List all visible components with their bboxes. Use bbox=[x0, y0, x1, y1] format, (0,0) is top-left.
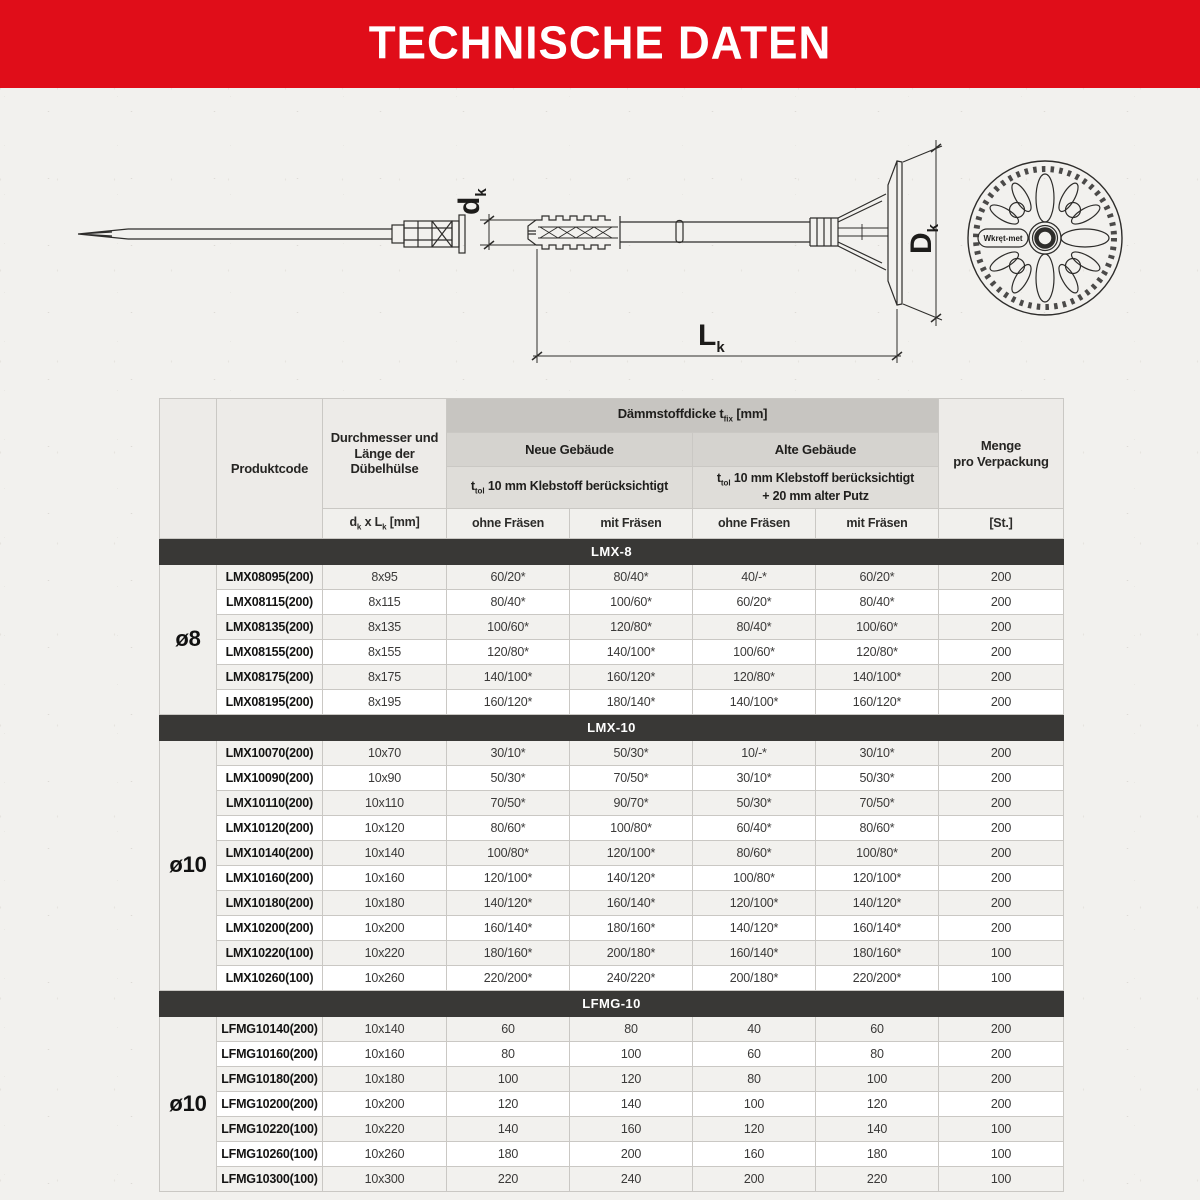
cell-produktcode: LMX08135(200) bbox=[217, 615, 323, 640]
cell-menge: 200 bbox=[939, 690, 1064, 715]
cell-menge: 200 bbox=[939, 1092, 1064, 1117]
cell-alte-mit-fraesen: 220 bbox=[816, 1167, 939, 1192]
cell-menge: 200 bbox=[939, 1042, 1064, 1067]
nail-drawing bbox=[78, 215, 465, 253]
cell-neue-ohne-fraesen: 120 bbox=[447, 1092, 570, 1117]
cell-produktcode: LMX10090(200) bbox=[217, 766, 323, 791]
ohne-fraesen-header: ohne Fräsen bbox=[447, 509, 570, 539]
cell-neue-mit-fraesen: 160 bbox=[570, 1117, 693, 1142]
cell-produktcode: LFMG10260(100) bbox=[217, 1142, 323, 1167]
note-part: t bbox=[716, 471, 721, 486]
cell-neue-mit-fraesen: 240 bbox=[570, 1167, 693, 1192]
cell-neue-ohne-fraesen: 100/60* bbox=[447, 615, 570, 640]
cell-dims: 10x300 bbox=[323, 1167, 447, 1192]
cell-alte-mit-fraesen: 60 bbox=[816, 1017, 939, 1042]
cell-alte-mit-fraesen: 60/20* bbox=[816, 565, 939, 590]
cell-produktcode: LMX08095(200) bbox=[217, 565, 323, 590]
cell-dims: 10x180 bbox=[323, 891, 447, 916]
cell-menge: 200 bbox=[939, 640, 1064, 665]
cell-neue-ohne-fraesen: 140 bbox=[447, 1117, 570, 1142]
group-label: ø8 bbox=[160, 565, 217, 715]
cell-neue-mit-fraesen: 160/140* bbox=[570, 891, 693, 916]
cell-alte-ohne-fraesen: 120/100* bbox=[693, 891, 816, 916]
table-row bbox=[160, 941, 1064, 966]
Dk-dimension-label: $D_k$ bbox=[905, 223, 942, 254]
cell-alte-mit-fraesen: 160/120* bbox=[816, 690, 939, 715]
cell-menge: 200 bbox=[939, 615, 1064, 640]
table-row bbox=[160, 565, 1064, 590]
cell-alte-ohne-fraesen: 60/40* bbox=[693, 816, 816, 841]
subscript: tol bbox=[474, 486, 485, 496]
cell-produktcode: LMX10260(100) bbox=[217, 966, 323, 991]
dims-units-header bbox=[323, 509, 447, 539]
cell-neue-mit-fraesen: 140/100* bbox=[570, 640, 693, 665]
cell-dims: 10x120 bbox=[323, 816, 447, 841]
section-band-label: LFMG-10 bbox=[160, 991, 1064, 1017]
cell-neue-mit-fraesen: 120/100* bbox=[570, 841, 693, 866]
cell-neue-mit-fraesen: 80/40* bbox=[570, 565, 693, 590]
pressure-plate-drawing bbox=[968, 161, 1122, 315]
cell-menge: 200 bbox=[939, 841, 1064, 866]
brand-label: Wkręt-met bbox=[983, 234, 1023, 243]
cell-alte-mit-fraesen: 140 bbox=[816, 1117, 939, 1142]
cell-menge: 200 bbox=[939, 590, 1064, 615]
cell-neue-mit-fraesen: 120 bbox=[570, 1067, 693, 1092]
cell-alte-ohne-fraesen: 160/140* bbox=[693, 941, 816, 966]
note-line2: + 20 mm alter Putz bbox=[762, 488, 869, 503]
cell-alte-mit-fraesen: 80/40* bbox=[816, 590, 939, 615]
cell-produktcode: LMX10200(200) bbox=[217, 916, 323, 941]
cell-dims: 10x220 bbox=[323, 941, 447, 966]
subscript: fix bbox=[723, 415, 733, 424]
cell-menge: 200 bbox=[939, 665, 1064, 690]
table-row bbox=[160, 866, 1064, 891]
table-row bbox=[160, 816, 1064, 841]
cell-neue-mit-fraesen: 100/60* bbox=[570, 590, 693, 615]
cell-alte-ohne-fraesen: 140/120* bbox=[693, 916, 816, 941]
cell-alte-mit-fraesen: 140/120* bbox=[816, 891, 939, 916]
cell-alte-mit-fraesen: 30/10* bbox=[816, 741, 939, 766]
cell-menge: 200 bbox=[939, 816, 1064, 841]
cell-neue-ohne-fraesen: 60/20* bbox=[447, 565, 570, 590]
cell-alte-ohne-fraesen: 120 bbox=[693, 1117, 816, 1142]
cell-menge: 200 bbox=[939, 565, 1064, 590]
cell-dims: 10x140 bbox=[323, 841, 447, 866]
table-row bbox=[160, 1067, 1064, 1092]
cell-produktcode: LMX08155(200) bbox=[217, 640, 323, 665]
cell-dims: 8x135 bbox=[323, 615, 447, 640]
table-row bbox=[160, 766, 1064, 791]
cell-neue-mit-fraesen: 240/220* bbox=[570, 966, 693, 991]
cell-dims: 10x140 bbox=[323, 1017, 447, 1042]
subscript: k bbox=[382, 522, 387, 532]
menge-line: Menge bbox=[980, 437, 1022, 453]
cell-dims: 10x200 bbox=[323, 916, 447, 941]
cell-alte-ohne-fraesen: 200 bbox=[693, 1167, 816, 1192]
table-row bbox=[160, 1017, 1064, 1042]
cell-neue-mit-fraesen: 140/120* bbox=[570, 866, 693, 891]
table-row bbox=[160, 615, 1064, 640]
cell-neue-ohne-fraesen: 160/140* bbox=[447, 916, 570, 941]
dowel-drawing bbox=[453, 140, 942, 363]
cell-produktcode: LFMG10180(200) bbox=[217, 1067, 323, 1092]
cell-produktcode: LMX10180(200) bbox=[217, 891, 323, 916]
cell-produktcode: LMX10160(200) bbox=[217, 866, 323, 891]
table-row bbox=[160, 966, 1064, 991]
cell-neue-ohne-fraesen: 140/120* bbox=[447, 891, 570, 916]
cell-dims: 10x160 bbox=[323, 1042, 447, 1067]
table-row bbox=[160, 1042, 1064, 1067]
alte-gebaeude-note bbox=[693, 467, 939, 509]
cell-produktcode: LMX08175(200) bbox=[217, 665, 323, 690]
cell-dims: 8x155 bbox=[323, 640, 447, 665]
cell-alte-ohne-fraesen: 200/180* bbox=[693, 966, 816, 991]
cell-neue-mit-fraesen: 200 bbox=[570, 1142, 693, 1167]
durchmesser-header: Durchmesser und Länge der Dübelhülse bbox=[323, 399, 447, 509]
cell-produktcode: LFMG10220(100) bbox=[217, 1117, 323, 1142]
cell-produktcode: LFMG10300(100) bbox=[217, 1167, 323, 1192]
cell-neue-mit-fraesen: 100 bbox=[570, 1042, 693, 1067]
cell-neue-ohne-fraesen: 30/10* bbox=[447, 741, 570, 766]
cell-menge: 200 bbox=[939, 1017, 1064, 1042]
table-row bbox=[160, 590, 1064, 615]
cell-alte-ohne-fraesen: 30/10* bbox=[693, 766, 816, 791]
cell-dims: 10x260 bbox=[323, 966, 447, 991]
cell-alte-mit-fraesen: 120 bbox=[816, 1092, 939, 1117]
cell-alte-mit-fraesen: 120/80* bbox=[816, 640, 939, 665]
mit-fraesen-header: mit Fräsen bbox=[570, 509, 693, 539]
st-units-header: [St.] bbox=[939, 509, 1064, 539]
cell-neue-ohne-fraesen: 100/80* bbox=[447, 841, 570, 866]
technical-data-table bbox=[159, 398, 1064, 1192]
cell-dims: 10x160 bbox=[323, 866, 447, 891]
cell-neue-ohne-fraesen: 180/160* bbox=[447, 941, 570, 966]
cell-alte-mit-fraesen: 160/140* bbox=[816, 916, 939, 941]
cell-produktcode: LMX10070(200) bbox=[217, 741, 323, 766]
cell-neue-ohne-fraesen: 60 bbox=[447, 1017, 570, 1042]
table-row bbox=[160, 1167, 1064, 1192]
neue-gebaeude-header: Neue Gebäude bbox=[447, 433, 693, 467]
cell-neue-ohne-fraesen: 180 bbox=[447, 1142, 570, 1167]
table-row bbox=[160, 891, 1064, 916]
note-part: 10 mm Klebstoff berücksichtigt bbox=[484, 478, 669, 493]
cell-menge: 200 bbox=[939, 741, 1064, 766]
cell-neue-ohne-fraesen: 80/40* bbox=[447, 590, 570, 615]
cell-alte-mit-fraesen: 140/100* bbox=[816, 665, 939, 690]
cell-alte-mit-fraesen: 70/50* bbox=[816, 791, 939, 816]
table-row bbox=[160, 741, 1064, 766]
dims-part: d bbox=[349, 514, 357, 529]
cell-alte-ohne-fraesen: 60 bbox=[693, 1042, 816, 1067]
cell-dims: 8x195 bbox=[323, 690, 447, 715]
technical-drawings bbox=[0, 88, 1200, 398]
cell-alte-ohne-fraesen: 160 bbox=[693, 1142, 816, 1167]
cell-neue-ohne-fraesen: 220 bbox=[447, 1167, 570, 1192]
cell-neue-mit-fraesen: 200/180* bbox=[570, 941, 693, 966]
page-title: TECHNISCHE DATEN bbox=[368, 17, 832, 70]
mit-fraesen-header: mit Fräsen bbox=[816, 509, 939, 539]
subscript: k bbox=[356, 522, 362, 532]
cell-neue-mit-fraesen: 140 bbox=[570, 1092, 693, 1117]
cell-dims: 10x220 bbox=[323, 1117, 447, 1142]
cell-alte-ohne-fraesen: 100 bbox=[693, 1092, 816, 1117]
cell-menge: 200 bbox=[939, 791, 1064, 816]
cell-dims: 10x260 bbox=[323, 1142, 447, 1167]
title-banner bbox=[0, 0, 1200, 88]
cell-menge: 200 bbox=[939, 891, 1064, 916]
produktcode-header: Produktcode bbox=[217, 399, 323, 539]
table-row bbox=[160, 841, 1064, 866]
cell-produktcode: LMX08195(200) bbox=[217, 690, 323, 715]
daemm-title-part: [mm] bbox=[732, 406, 768, 422]
section-band-label: LMX-8 bbox=[160, 539, 1064, 565]
cell-alte-ohne-fraesen: 120/80* bbox=[693, 665, 816, 690]
cell-menge: 100 bbox=[939, 1167, 1064, 1192]
cell-neue-ohne-fraesen: 80/60* bbox=[447, 816, 570, 841]
cell-neue-mit-fraesen: 160/120* bbox=[570, 665, 693, 690]
cell-alte-mit-fraesen: 80/60* bbox=[816, 816, 939, 841]
cell-neue-mit-fraesen: 180/160* bbox=[570, 916, 693, 941]
cell-alte-mit-fraesen: 220/200* bbox=[816, 966, 939, 991]
cell-menge: 200 bbox=[939, 866, 1064, 891]
cell-dims: 10x90 bbox=[323, 766, 447, 791]
cell-neue-ohne-fraesen: 220/200* bbox=[447, 966, 570, 991]
table-row bbox=[160, 640, 1064, 665]
cell-alte-ohne-fraesen: 80/40* bbox=[693, 615, 816, 640]
cell-alte-mit-fraesen: 50/30* bbox=[816, 766, 939, 791]
table-row bbox=[160, 665, 1064, 690]
cell-menge: 100 bbox=[939, 941, 1064, 966]
cell-dims: 10x200 bbox=[323, 1092, 447, 1117]
cell-produktcode: LMX10140(200) bbox=[217, 841, 323, 866]
group-label: ø10 bbox=[160, 1017, 217, 1192]
group-column-header bbox=[160, 399, 217, 539]
cell-dims: 10x70 bbox=[323, 741, 447, 766]
cell-neue-ohne-fraesen: 120/100* bbox=[447, 866, 570, 891]
cell-produktcode: LMX08115(200) bbox=[217, 590, 323, 615]
cell-alte-ohne-fraesen: 50/30* bbox=[693, 791, 816, 816]
section-band-label: LMX-10 bbox=[160, 715, 1064, 741]
table-row bbox=[160, 1092, 1064, 1117]
section-band-row bbox=[160, 991, 1064, 1017]
cell-alte-mit-fraesen: 180 bbox=[816, 1142, 939, 1167]
cell-neue-ohne-fraesen: 80 bbox=[447, 1042, 570, 1067]
cell-neue-mit-fraesen: 90/70* bbox=[570, 791, 693, 816]
alte-gebaeude-header: Alte Gebäude bbox=[693, 433, 939, 467]
cell-neue-ohne-fraesen: 50/30* bbox=[447, 766, 570, 791]
cell-alte-mit-fraesen: 80 bbox=[816, 1042, 939, 1067]
daemm-title-part: Dämmstoffdicke t bbox=[617, 406, 724, 422]
cell-produktcode: LFMG10160(200) bbox=[217, 1042, 323, 1067]
note-part: 10 mm Klebstoff berücksichtigt bbox=[730, 471, 915, 486]
cell-produktcode: LMX10110(200) bbox=[217, 791, 323, 816]
cell-alte-ohne-fraesen: 40 bbox=[693, 1017, 816, 1042]
section-band-row bbox=[160, 715, 1064, 741]
cell-dims: 8x115 bbox=[323, 590, 447, 615]
cell-neue-ohne-fraesen: 140/100* bbox=[447, 665, 570, 690]
dims-part: [mm] bbox=[386, 514, 420, 529]
cell-alte-mit-fraesen: 100/80* bbox=[816, 841, 939, 866]
table-row bbox=[160, 1142, 1064, 1167]
cell-menge: 200 bbox=[939, 916, 1064, 941]
cell-alte-ohne-fraesen: 80/60* bbox=[693, 841, 816, 866]
group-label: ø10 bbox=[160, 741, 217, 991]
section-band-row bbox=[160, 539, 1064, 565]
cell-neue-mit-fraesen: 50/30* bbox=[570, 741, 693, 766]
table-body bbox=[160, 539, 1064, 1192]
cell-neue-ohne-fraesen: 70/50* bbox=[447, 791, 570, 816]
cell-neue-ohne-fraesen: 160/120* bbox=[447, 690, 570, 715]
cell-alte-ohne-fraesen: 80 bbox=[693, 1067, 816, 1092]
cell-alte-ohne-fraesen: 100/60* bbox=[693, 640, 816, 665]
cell-dims: 10x110 bbox=[323, 791, 447, 816]
cell-neue-ohne-fraesen: 100 bbox=[447, 1067, 570, 1092]
cell-alte-ohne-fraesen: 60/20* bbox=[693, 590, 816, 615]
cell-alte-ohne-fraesen: 10/-* bbox=[693, 741, 816, 766]
cell-dims: 8x175 bbox=[323, 665, 447, 690]
note-part: t bbox=[470, 478, 475, 493]
cell-neue-ohne-fraesen: 120/80* bbox=[447, 640, 570, 665]
daemmstoffdicke-header bbox=[447, 399, 939, 433]
subscript: tol bbox=[720, 478, 731, 488]
cell-menge: 200 bbox=[939, 766, 1064, 791]
cell-alte-mit-fraesen: 100/60* bbox=[816, 615, 939, 640]
cell-alte-mit-fraesen: 180/160* bbox=[816, 941, 939, 966]
cell-produktcode: LFMG10200(200) bbox=[217, 1092, 323, 1117]
cell-neue-mit-fraesen: 70/50* bbox=[570, 766, 693, 791]
cell-neue-mit-fraesen: 120/80* bbox=[570, 615, 693, 640]
cell-produktcode: LMX10120(200) bbox=[217, 816, 323, 841]
cell-neue-mit-fraesen: 180/140* bbox=[570, 690, 693, 715]
cell-menge: 100 bbox=[939, 1142, 1064, 1167]
ohne-fraesen-header: ohne Fräsen bbox=[693, 509, 816, 539]
cell-produktcode: LFMG10140(200) bbox=[217, 1017, 323, 1042]
dims-part: x L bbox=[361, 514, 383, 529]
cell-produktcode: LMX10220(100) bbox=[217, 941, 323, 966]
menge-line: pro Verpackung bbox=[953, 453, 1049, 469]
cell-neue-mit-fraesen: 100/80* bbox=[570, 816, 693, 841]
cell-dims: 8x95 bbox=[323, 565, 447, 590]
Lk-dimension-label: $L_k$ bbox=[698, 319, 725, 356]
cell-alte-mit-fraesen: 120/100* bbox=[816, 866, 939, 891]
dk-dimension-label: $d_k$ bbox=[453, 188, 490, 215]
cell-menge: 100 bbox=[939, 1117, 1064, 1142]
cell-alte-ohne-fraesen: 40/-* bbox=[693, 565, 816, 590]
cell-alte-ohne-fraesen: 140/100* bbox=[693, 690, 816, 715]
cell-alte-mit-fraesen: 100 bbox=[816, 1067, 939, 1092]
menge-header bbox=[939, 399, 1064, 509]
table-row bbox=[160, 1117, 1064, 1142]
table-row bbox=[160, 916, 1064, 941]
cell-neue-mit-fraesen: 80 bbox=[570, 1017, 693, 1042]
cell-alte-ohne-fraesen: 100/80* bbox=[693, 866, 816, 891]
cell-menge: 100 bbox=[939, 966, 1064, 991]
cell-dims: 10x180 bbox=[323, 1067, 447, 1092]
cell-menge: 200 bbox=[939, 1067, 1064, 1092]
neue-gebaeude-note bbox=[447, 467, 693, 509]
table-row bbox=[160, 791, 1064, 816]
table-row bbox=[160, 690, 1064, 715]
